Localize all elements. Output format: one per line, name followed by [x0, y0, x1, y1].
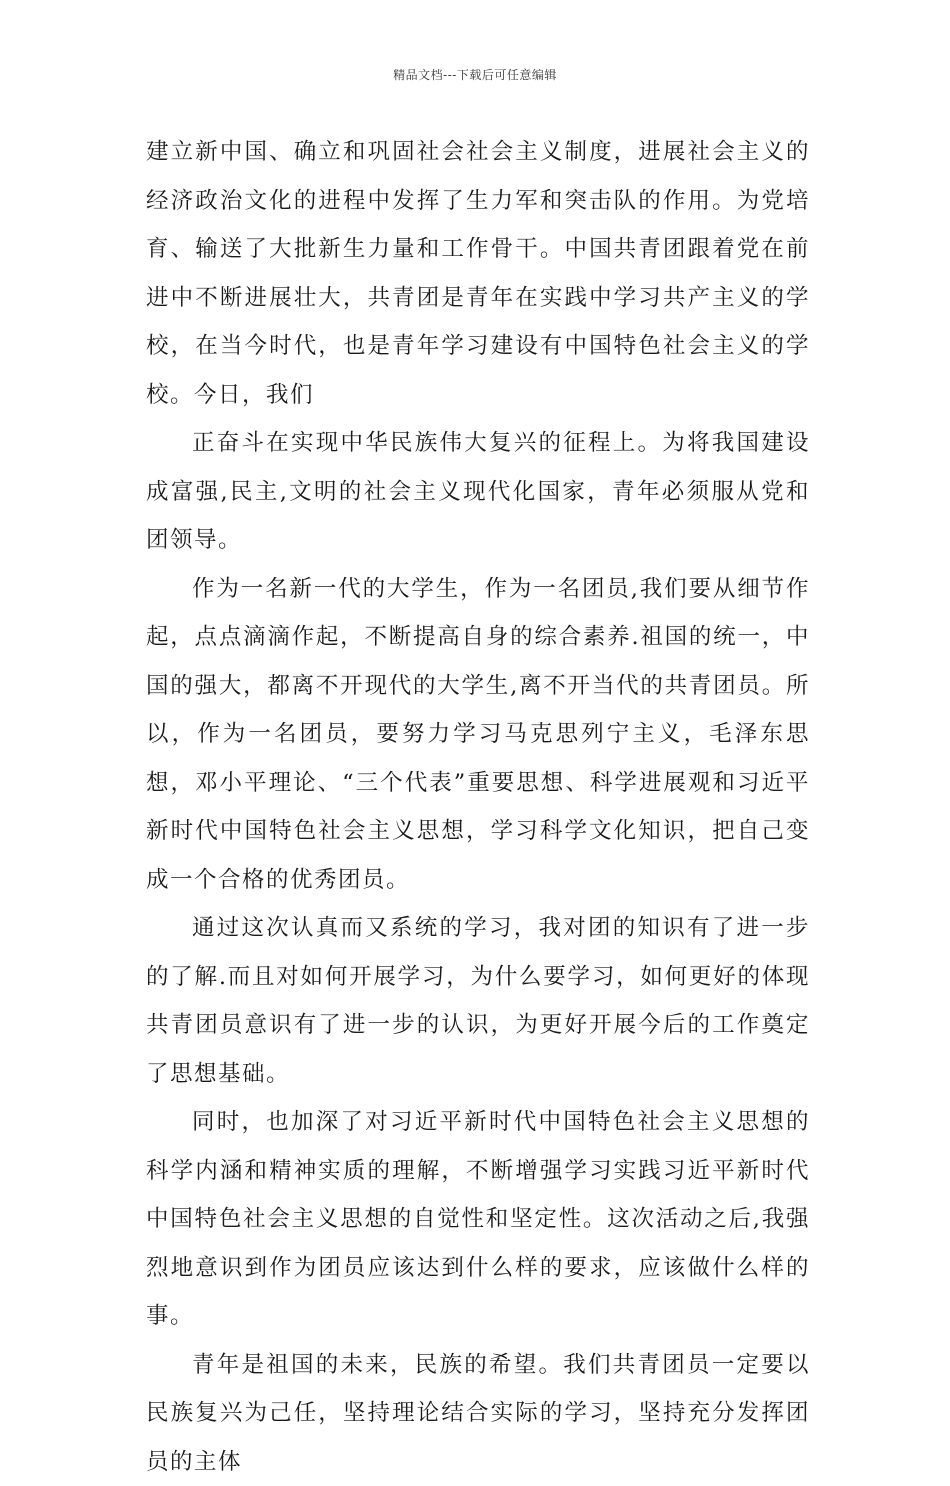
page-header: 精品文档---下载后可任意编辑 — [0, 66, 950, 83]
paragraph-3: 作为一名新一代的大学生，作为一名团员,我们要从细节作起，点点滴滴作起，不断提高自身的综合素养.祖国的统一，中国的强大，都离不开现代的大学生,离不开当代的共青团员。所以，作为一名团员，要努力学习马克思列宁主义，毛泽东思想，邓小平理论、“三个代表”重要思想、科学进展观和习近平新时代中国特色社会主义思想，学习科学文化知识，把自己变成一个合格的优秀团员。 — [146, 565, 810, 905]
paragraph-4: 通过这次认真而又系统的学习，我对团的知识有了进一步的了解.而且对如何开展学习，为什么要学习，如何更好的体现共青团员意识有了进一步的认识，为更好开展今后的工作奠定了思想基础。 — [146, 904, 810, 1098]
paragraph-1: 建立新中国、确立和巩固社会社会主义制度，进展社会主义的经济政治文化的进程中发挥了生力军和突击队的作用。为党培育、输送了大批新生力量和工作骨干。中国共青团跟着党在前进中不断进展壮大，共青团是青年在实践中学习共产主义的学校，在当今时代，也是青年学习建设有中国特色社会主义的学校。今日，我们 — [146, 128, 810, 419]
paragraph-2: 正奋斗在实现中华民族伟大复兴的征程上。为将我国建设成富强,民主,文明的社会主义现代化国家，青年必须服从党和团领导。 — [146, 419, 810, 565]
paragraph-5: 同时，也加深了对习近平新时代中国特色社会主义思想的科学内涵和精神实质的理解，不断增强学习实践习近平新时代中国特色社会主义思想的自觉性和坚定性。这次活动之后,我强烈地意识到作为团员应该达到什么样的要求，应该做什么样的事。 — [146, 1098, 810, 1341]
document-body — [146, 128, 810, 1486]
paragraph-6: 青年是祖国的未来，民族的希望。我们共青团员一定要以民族复兴为己任，坚持理论结合实际的学习，坚持充分发挥团员的主体 — [146, 1341, 810, 1486]
